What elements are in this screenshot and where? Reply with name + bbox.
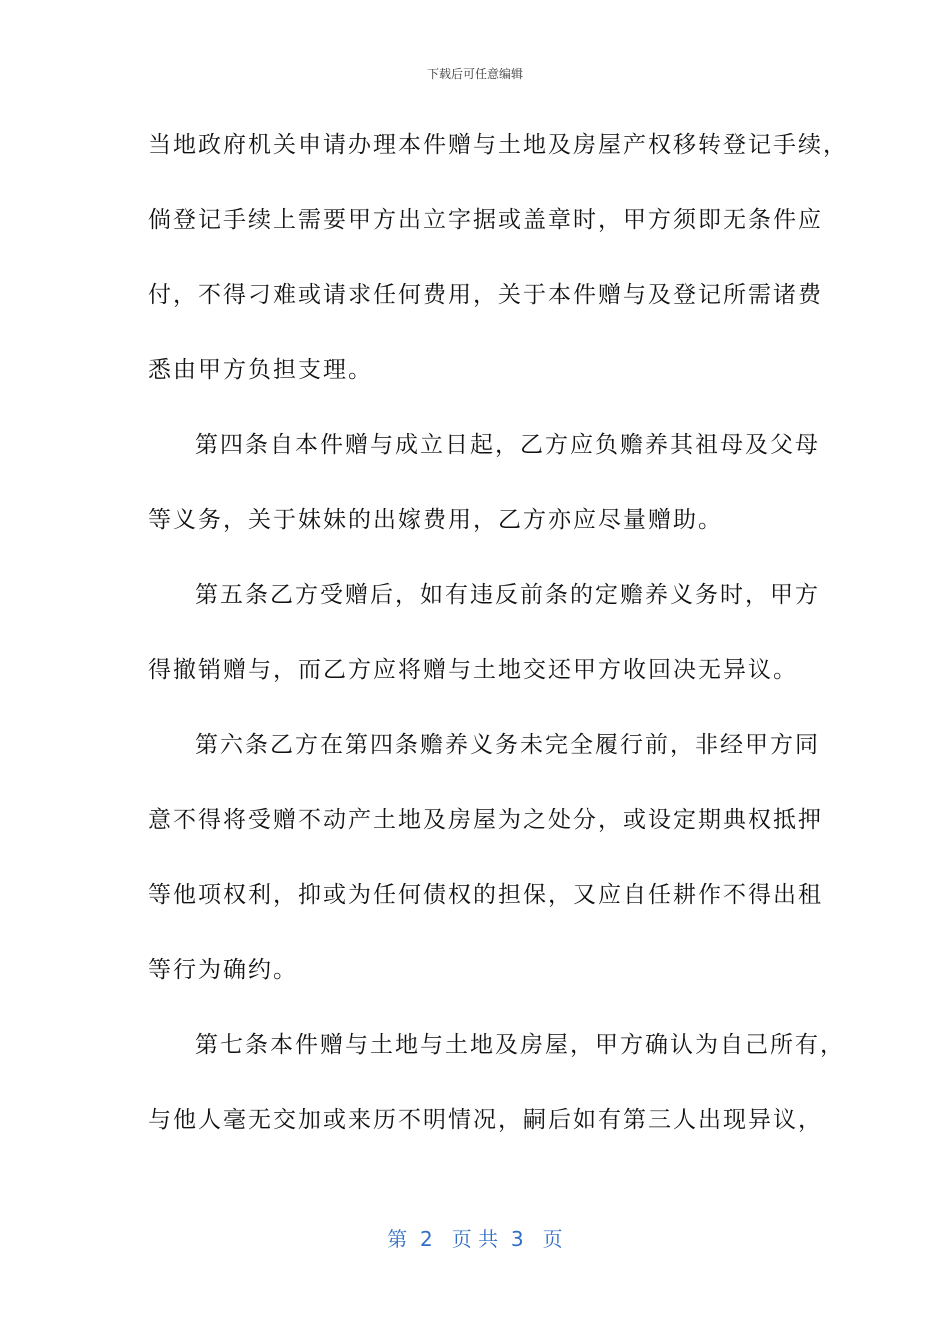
text-line-8: 得撤销赠与，而乙方应将赠与土地交还甲方收回决无异议。 — [148, 657, 798, 683]
text-line-11: 等他项权利，抑或为任何债权的担保，又应自任耕作不得出租 — [148, 882, 823, 908]
text-line-4: 悉由甲方负担支理。 — [148, 357, 373, 383]
text-line-14: 与他人毫无交加或来历不明情况，嗣后如有第三人出现异议， — [148, 1107, 823, 1133]
text-line-10: 意不得将受赠不动产土地及房屋为之处分，或设定期典权抵押 — [148, 807, 823, 833]
text-line-6: 等义务，关于妹妹的出嫁费用，乙方亦应尽量赠助。 — [148, 507, 723, 533]
text-line-1: 当地政府机关申请办理本件赠与土地及房屋产权移转登记手续， — [148, 132, 848, 158]
text-line-7: 第五条乙方受赠后，如有违反前条的定赡养义务时，甲方 — [195, 582, 820, 608]
text-line-3: 付，不得刁难或请求任何费用，关于本件赠与及登记所需诸费 — [148, 282, 823, 308]
text-line-12: 等行为确约。 — [148, 957, 298, 983]
page-number: 第 2 页 共 3 页 — [387, 1227, 563, 1251]
text-line-5: 第四条自本件赠与成立日起，乙方应负赡养其祖母及父母 — [195, 432, 820, 458]
text-line-2: 倘登记手续上需要甲方出立字据或盖章时，甲方须即无条件应 — [148, 207, 823, 233]
header-note: 下载后可任意编辑 — [426, 67, 523, 81]
text-line-9: 第六条乙方在第四条赡养义务未完全履行前，非经甲方同 — [195, 732, 820, 758]
text-line-13: 第七条本件赠与土地与土地及房屋，甲方确认为自己所有， — [195, 1032, 845, 1058]
